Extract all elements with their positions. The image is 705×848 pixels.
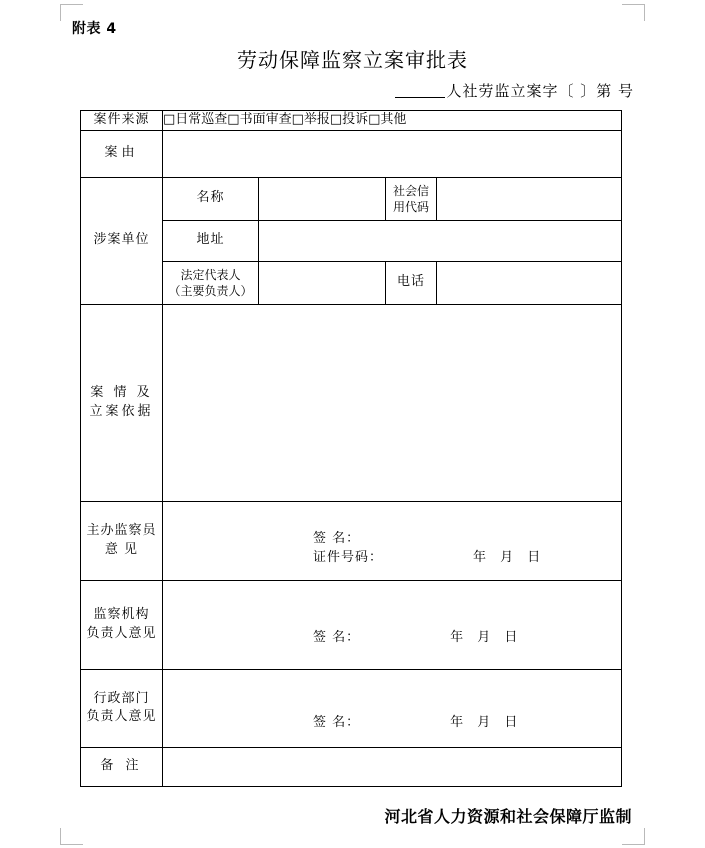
- table-row-agency-head-opinion: [81, 580, 622, 669]
- case-details-label-line2: 立案依据: [89, 403, 154, 419]
- table-row-unit-legal-rep: [81, 261, 622, 304]
- agency-head-opinion-label-line2: 负责人意见: [86, 625, 157, 641]
- table-row-case-reason: [81, 130, 622, 177]
- department-head-signature-line: [163, 714, 621, 733]
- case-source-options[interactable]: □日常巡查□书面审查□举报□投诉□其他: [163, 111, 622, 131]
- table-row-remarks: [81, 747, 622, 786]
- phone-value[interactable]: [437, 261, 622, 304]
- inspector-opinion-blank-area[interactable]: [163, 512, 621, 530]
- case-details-label: [81, 304, 163, 501]
- credit-code-label-line2: 用代码: [392, 199, 429, 214]
- phone-label: 电话: [386, 261, 437, 304]
- table-row-inspector-opinion: [81, 501, 622, 580]
- department-head-opinion-blank-area[interactable]: [163, 682, 621, 714]
- page-title: 劳动保障监察立案审批表: [237, 48, 468, 72]
- inspector-opinion-label-line1: 主办监察员: [86, 523, 157, 538]
- legal-representative-label-line1: 法定代表人: [180, 267, 241, 282]
- inspector-opinion-label-line2: 意 见: [104, 541, 139, 557]
- credit-code-value[interactable]: [437, 177, 622, 220]
- agency-head-opinion-value[interactable]: [163, 580, 622, 669]
- department-head-opinion-label-line2: 负责人意见: [86, 709, 157, 725]
- agency-head-opinion-blank-area[interactable]: [163, 599, 621, 629]
- department-head-opinion-label: [81, 669, 163, 747]
- department-head-signature-block: [163, 676, 621, 741]
- involved-unit-label: 涉案单位: [81, 177, 163, 304]
- inspector-id-number-label[interactable]: 证件号码：: [313, 549, 384, 565]
- unit-name-label: 名称: [163, 177, 259, 220]
- unit-address-value[interactable]: [259, 220, 622, 261]
- approval-form-table: [80, 110, 622, 787]
- document-number-line: [0, 80, 634, 101]
- case-reason-value[interactable]: [163, 130, 622, 177]
- table-row-unit-name: [81, 177, 622, 220]
- case-details-label-line1: 案 情 及: [90, 385, 153, 400]
- agency-head-date-label[interactable]: 年 月 日: [450, 630, 523, 646]
- unit-name-value[interactable]: [259, 177, 386, 220]
- agency-head-signature-label[interactable]: 签 名：: [313, 630, 361, 646]
- case-source-label: 案件来源: [81, 111, 163, 131]
- agency-head-signature-line: [163, 629, 621, 648]
- table-row-unit-address: [81, 220, 622, 261]
- department-head-date-label[interactable]: 年 月 日: [450, 714, 523, 730]
- attachment-label: 附表 4: [72, 21, 117, 37]
- inspector-opinion-label: [81, 501, 163, 580]
- inspector-date-label[interactable]: 年 月 日: [473, 549, 546, 565]
- table-row-department-head-opinion: [81, 669, 622, 747]
- legal-representative-value[interactable]: [259, 261, 386, 304]
- table-row-case-source: [81, 111, 622, 131]
- remarks-label: 备 注: [81, 747, 163, 786]
- legal-representative-label-line2: （主要负责人）: [168, 283, 253, 298]
- department-head-signature-label[interactable]: 签 名：: [313, 714, 361, 730]
- remarks-value[interactable]: [163, 747, 622, 786]
- inspector-signature-block: [163, 506, 621, 576]
- crop-mark-bottom-right: [622, 828, 645, 845]
- footer-issuer-note: 河北省人力资源和社会保障厅监制: [384, 807, 632, 826]
- unit-address-label: 地址: [163, 220, 259, 261]
- agency-head-opinion-label-line1: 监察机构: [93, 607, 150, 622]
- inspector-id-line: [163, 549, 621, 568]
- inspector-opinion-value[interactable]: [163, 501, 622, 580]
- legal-representative-label: [163, 261, 259, 304]
- agency-head-opinion-label: [81, 580, 163, 669]
- inspector-signature-label[interactable]: 签 名：: [313, 531, 361, 546]
- department-head-opinion-value[interactable]: [163, 669, 622, 747]
- crop-mark-bottom-left: [60, 828, 83, 845]
- case-details-value[interactable]: [163, 304, 622, 501]
- crop-mark-top-right: [622, 4, 645, 21]
- agency-head-signature-block: [163, 593, 621, 656]
- document-number-blank: [395, 83, 445, 98]
- credit-code-label-line1: 社会信: [392, 183, 429, 198]
- credit-code-label: [386, 177, 437, 220]
- table-row-case-details: [81, 304, 622, 501]
- document-number-text: 人社劳监立案字〔 〕第 号: [446, 82, 634, 100]
- case-reason-label: 案由: [81, 130, 163, 177]
- department-head-opinion-label-line1: 行政部门: [93, 690, 150, 706]
